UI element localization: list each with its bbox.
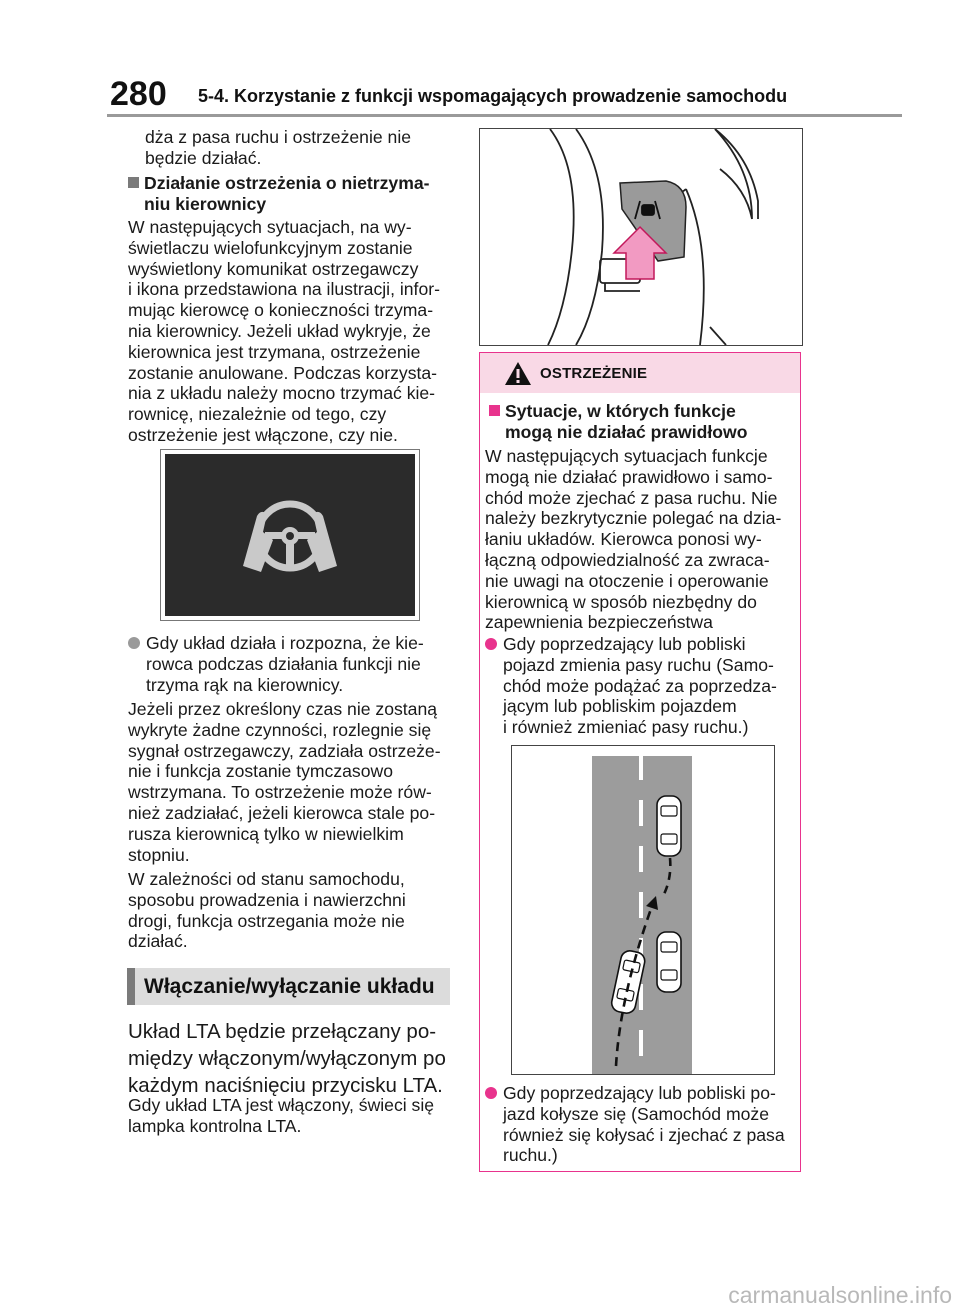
preceding-vehicle xyxy=(657,796,681,856)
subheading-line: Sytuacje, w których funkcje xyxy=(505,401,736,421)
text-line: każdym naciśnięciu przycisku LTA. xyxy=(128,1074,443,1097)
section-heading xyxy=(127,968,450,1005)
text-line: dża z pasa ruchu i ostrzeżenie nie xyxy=(145,127,412,147)
text-line: trzyma rąk na kierownicy. xyxy=(146,674,344,695)
round-bullet-icon xyxy=(128,637,140,649)
text-line: ruchu.) xyxy=(503,1145,558,1166)
continued-text xyxy=(145,127,465,169)
text-line: drogi, funkcja ostrzegania może nie xyxy=(128,910,405,931)
square-bullet-icon xyxy=(128,177,139,188)
text-line: W zależności od stanu samochodu, xyxy=(128,869,405,889)
text-line: sygnał ostrzegawczy, zadziała ostrzeże- xyxy=(128,740,441,761)
text-line: zostanie anulowane. Podczas korzysta- xyxy=(128,362,438,383)
subheading-line: niu kierownicy xyxy=(144,193,267,214)
paragraph-hands-off xyxy=(128,217,463,446)
text-line: ostrzeżenie jest włączone, czy nie. xyxy=(128,424,398,445)
text-line: nież zadziałać, jeżeli kierowca stale po- xyxy=(128,802,436,823)
page-number: 280 xyxy=(110,75,167,113)
text-line: jącym lub pobliskim pojazdem xyxy=(503,696,737,717)
text-line: nia kierownicy. Jeżeli układ wykryje, że xyxy=(128,320,431,341)
text-line: chód może zjechać z pasa ruchu. Nie xyxy=(485,487,778,508)
warning-list-item-lane-change xyxy=(485,634,797,738)
text-line: będzie działać. xyxy=(145,147,262,168)
text-line: i również zmieniać pasy ruchu.) xyxy=(503,717,749,738)
multi-info-display-figure xyxy=(160,449,420,621)
text-line: kierownicą w sposób niezbędny do xyxy=(485,591,757,612)
text-line: rowca podczas działania funkcji nie xyxy=(146,653,421,674)
text-line: również się kołysać i zjechać z pasa xyxy=(503,1124,785,1145)
watermark: carmanualsonline.info xyxy=(728,1282,952,1308)
text-line: między włączonym/wyłączonym po xyxy=(128,1047,446,1070)
text-line: wstrzymana. To ostrzeżenie może rów- xyxy=(128,782,432,803)
text-line: należy bezkrytycznie polegać na dzia- xyxy=(485,508,782,529)
text-line: Gdy poprzedzający lub pobliski xyxy=(503,634,746,654)
warning-list-item-swaying xyxy=(485,1083,797,1166)
heading-bar xyxy=(127,968,135,1005)
text-line: zapewnienia bezpieczeństwa xyxy=(485,612,713,633)
text-line: mogą nie działać prawidłowo i samo- xyxy=(485,466,773,487)
text-line: mując kierowcę o konieczności trzyma- xyxy=(128,300,434,321)
warning-paragraph xyxy=(485,446,797,633)
header-divider xyxy=(107,114,902,117)
text-line: świetlaczu wielofunkcyjnym zostanie xyxy=(128,237,413,258)
text-line: kierownica jest trzymana, ostrzeżenie xyxy=(128,341,421,362)
text-line: działać. xyxy=(128,931,188,952)
warning-header xyxy=(480,353,800,393)
display-screen xyxy=(165,454,415,616)
text-line: wykryte żadne czynności, rozlegnie się xyxy=(128,719,432,740)
subheading-line: Działanie ostrzeżenia o nietrzyma- xyxy=(144,173,430,193)
text-line: stopniu. xyxy=(128,844,190,865)
text-line: Układ LTA będzie przełączany po- xyxy=(128,1020,437,1043)
paragraph-timeout xyxy=(128,699,463,865)
square-bullet-icon xyxy=(489,405,500,416)
section-heading-label: Włączanie/wyłączanie układu xyxy=(144,975,435,998)
text-line: i ikona przedstawiona na ilustracji, infor- xyxy=(128,279,440,300)
paragraph-lta-indicator xyxy=(128,1095,463,1137)
steering-wheel-lta-button-figure xyxy=(479,128,803,346)
text-line: sposobu prowadzenia i nawierzchni xyxy=(128,889,406,910)
text-line: chód może podążać za poprzedza- xyxy=(503,675,777,696)
text-line: rusza kierownicą tylko w niewielkim xyxy=(128,823,404,844)
text-line: nia z układu należy mocno trzymać kie- xyxy=(128,383,436,404)
text-line: jazd kołysze się (Samochód może xyxy=(503,1103,769,1124)
paragraph-lta-toggle xyxy=(128,1018,468,1099)
subheading-hands-off-warning xyxy=(128,173,458,215)
text-line: Gdy układ LTA jest włączony, świeci się xyxy=(128,1095,435,1115)
warning-triangle-icon xyxy=(504,361,532,386)
hands-on-wheel-icon xyxy=(165,454,415,616)
text-line: W następujących sytuacjach, na wy- xyxy=(128,217,412,237)
text-line: Jeżeli przez określony czas nie zostaną xyxy=(128,699,438,719)
paragraph-conditions xyxy=(128,869,463,952)
text-line: nie uwagi na otoczenie i operowanie xyxy=(485,570,769,591)
list-item-hands-off xyxy=(128,633,463,695)
text-line: W następujących sytuacjach funkcje xyxy=(485,446,768,466)
text-line: pojazd zmienia pasy ruchu (Samo- xyxy=(503,654,774,675)
text-line: wyświetlony komunikat ostrzegawczy xyxy=(128,258,419,279)
text-line: nie i funkcja zostanie tymczasowo xyxy=(128,761,394,782)
warning-subheading xyxy=(489,401,794,443)
text-line: łączną odpowiedzialność za zwraca- xyxy=(485,549,770,570)
subheading-line: mogą nie działać prawidłowo xyxy=(505,421,748,442)
warning-title: OSTRZEŻENIE xyxy=(540,365,648,382)
text-line: Gdy poprzedzający lub pobliski po- xyxy=(503,1083,776,1103)
round-bullet-icon xyxy=(485,1087,497,1099)
text-line: lampka kontrolna LTA. xyxy=(128,1115,302,1136)
chapter-title: 5-4. Korzystanie z funkcji wspomagających prowadzenie samochodu xyxy=(198,86,788,106)
round-bullet-icon xyxy=(485,638,497,650)
adjacent-vehicle xyxy=(657,932,681,992)
text-line: rownicę, niezależnie od tego, czy xyxy=(128,404,387,425)
lane-change-road-figure xyxy=(511,745,775,1075)
text-line: łaniu układów. Kierowca ponosi wy- xyxy=(485,529,762,550)
text-line: Gdy układ działa i rozpozna, że kie- xyxy=(146,633,424,653)
